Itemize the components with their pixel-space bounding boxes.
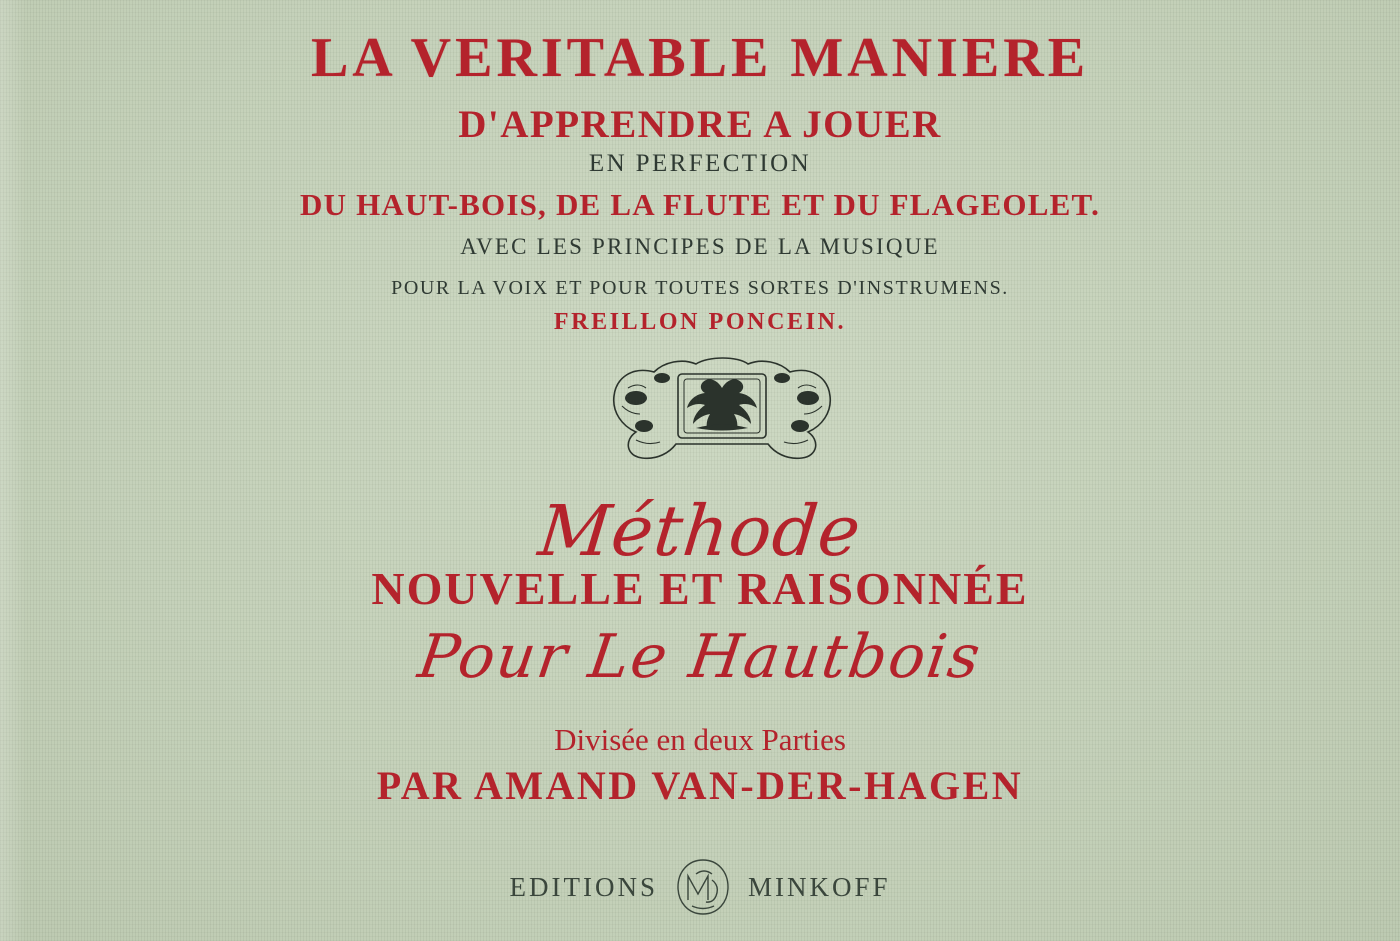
- publisher-footer: [0, 856, 1400, 918]
- script-title-methode: Méthode: [534, 490, 866, 572]
- author-byline: PAR AMAND VAN-DER-HAGEN: [376, 763, 1024, 808]
- parts-note: Divisée en deux Parties: [554, 722, 846, 757]
- subtitle-nouvelle-et-raisonnee: NOUVELLE ET RAISONNÉE: [371, 563, 1029, 614]
- title-line-3: EN PERFECTION: [588, 150, 812, 177]
- printer-device-eagle-cartouche-icon: [592, 348, 852, 478]
- script-subtitle-pour-le-hautbois: Pour Le Hautbois: [413, 622, 987, 692]
- title-line-4: DU HAUT-BOIS, DE LA FLUTE ET DU FLAGEOLET.: [299, 187, 1101, 222]
- title-line-1: LA VERITABLE MANIERE: [310, 27, 1090, 89]
- original-author-name: FREILLON PONCEIN.: [553, 309, 847, 335]
- minkoff-monogram-logo-icon: [672, 856, 734, 918]
- publisher-editions-label: EDITIONS: [509, 871, 658, 902]
- title-line-6: POUR LA VOIX ET POUR TOUTES SORTES D'INSTRUMENS.: [391, 277, 1009, 299]
- publisher-minkoff-label: MINKOFF: [747, 871, 891, 902]
- title-line-5: AVEC LES PRINCIPES DE LA MUSIQUE: [460, 234, 940, 259]
- title-line-2: D'APPRENDRE A JOUER: [458, 103, 942, 146]
